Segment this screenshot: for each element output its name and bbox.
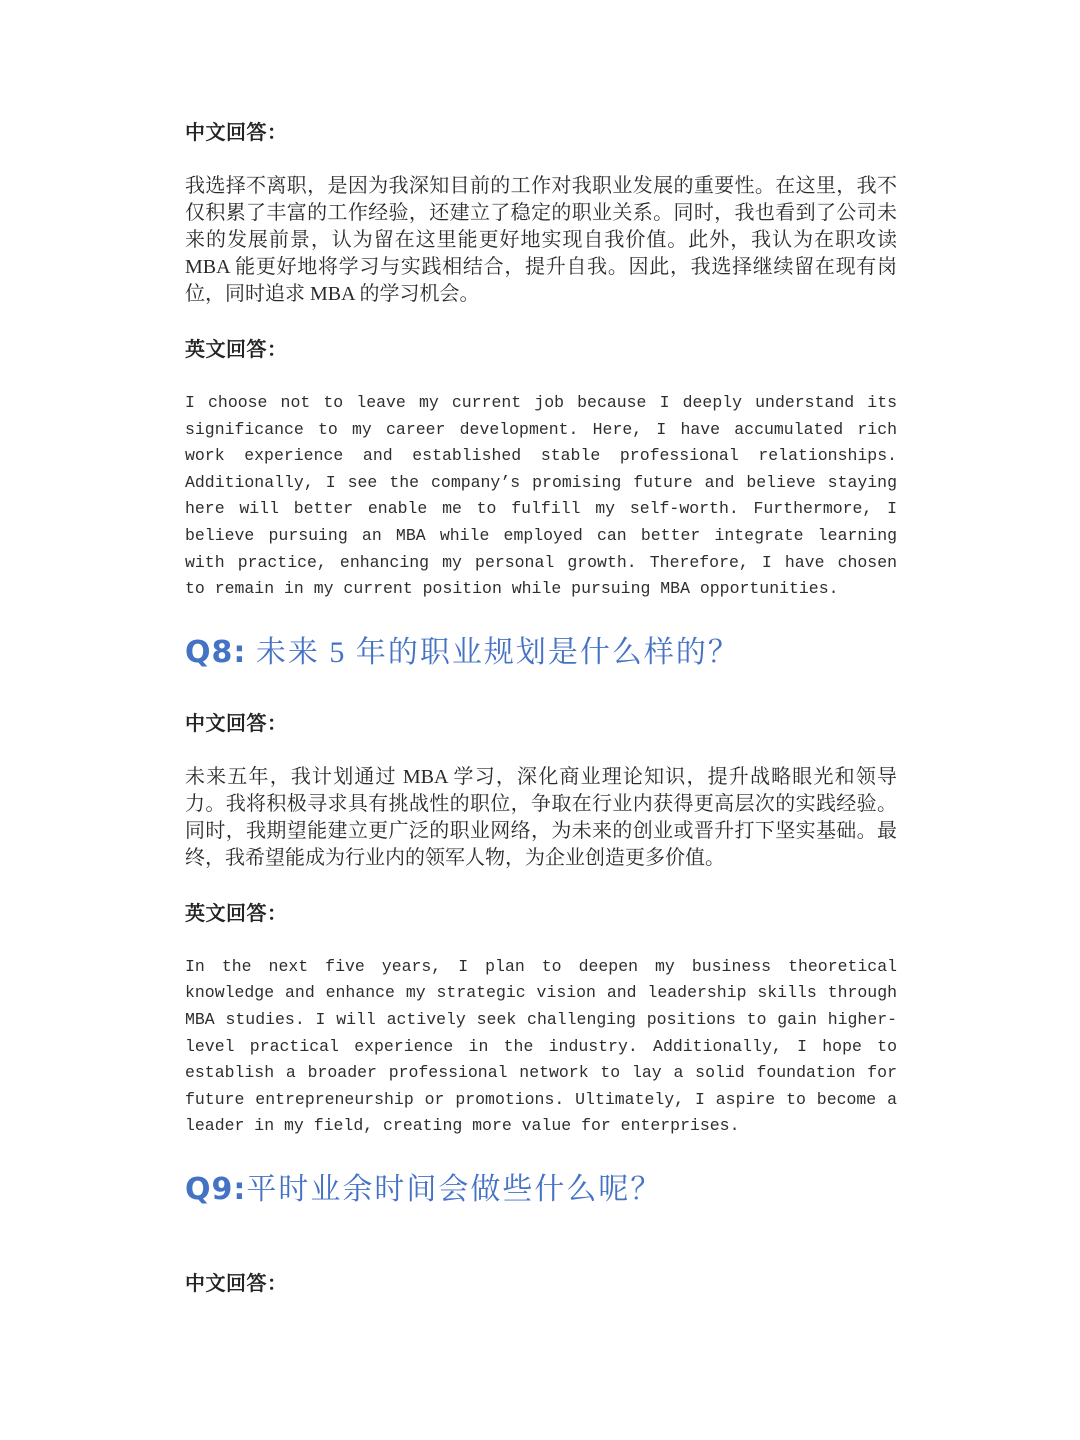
english-answer-paragraph: I choose not to leave my current job because I deeply understand its significance to my career development. Here, I have accumulated rich work experience and established stable professional relationships. Additionally, I see the company’s promising future and believe staying here will better enable me to fulfill my self-worth. Furthermore, I believe pursuing an MBA while employed can better integrate learning with practice, enhancing my personal growth. Therefore, I have chosen to remain in my current position while pursuing MBA opportunities.: [185, 393, 897, 599]
question-number: Q8:: [185, 634, 247, 670]
chinese-answer-paragraph: 我选择不离职，是因为我深知目前的工作对我职业发展的重要性。在这里，我不仅积累了丰富的工作经验，还建立了稳定的职业关系。同时，我也看到了公司未来的发展前景，认为留在这里能更好地实现自我价值。此外，我认为在职攻读 MBA 能更好地将学习与实践相结合，提升自我。因此，我选择继续留在现有岗位，同时追求 MBA 的学习机会。: [185, 175, 897, 305]
english-answer-paragraph: In the next five years, I plan to deepen my business theoretical knowledge and enhance my strategic vision and leadership skills through MBA studies. I will actively seek challenging positions to gain higher-level practical experience in the industry. Additionally, I hope to establish a broader professional network to lay a solid foundation for future entrepreneurship or promotions. Ultimately, I aspire to become a leader in my field, creating more value for enterprises.: [185, 956, 897, 1136]
english-answer-label: 英文回答：: [185, 339, 288, 361]
question-heading-q8: [185, 633, 897, 675]
question-heading-q9: [185, 1170, 897, 1212]
chinese-answer-label: 中文回答：: [185, 712, 288, 735]
chinese-answer-label: 中文回答：: [185, 1272, 288, 1295]
question-title: 平时业余时间会做些什么呢？: [246, 1172, 663, 1206]
english-answer-label: 英文回答：: [185, 902, 288, 925]
chinese-answer-paragraph: 未来五年，我计划通过 MBA 学习，深化商业理论知识，提升战略眼光和领导力。我将积极寻求具有挑战性的职位，争取在行业内获得更高层次的实践经验。同时，我期望能建立更广泛的职业网络，为未来的创业或晋升打下坚实基础。最终，我希望能成为行业内的领军人物，为企业创造更多价值。: [185, 765, 897, 869]
document-content: [185, 0, 897, 1296]
question-number: Q9:: [185, 1171, 247, 1207]
chinese-answer-label: 中文回答：: [185, 122, 288, 144]
question-title: 未来 5 年的职业规划是什么样的？: [246, 635, 740, 669]
